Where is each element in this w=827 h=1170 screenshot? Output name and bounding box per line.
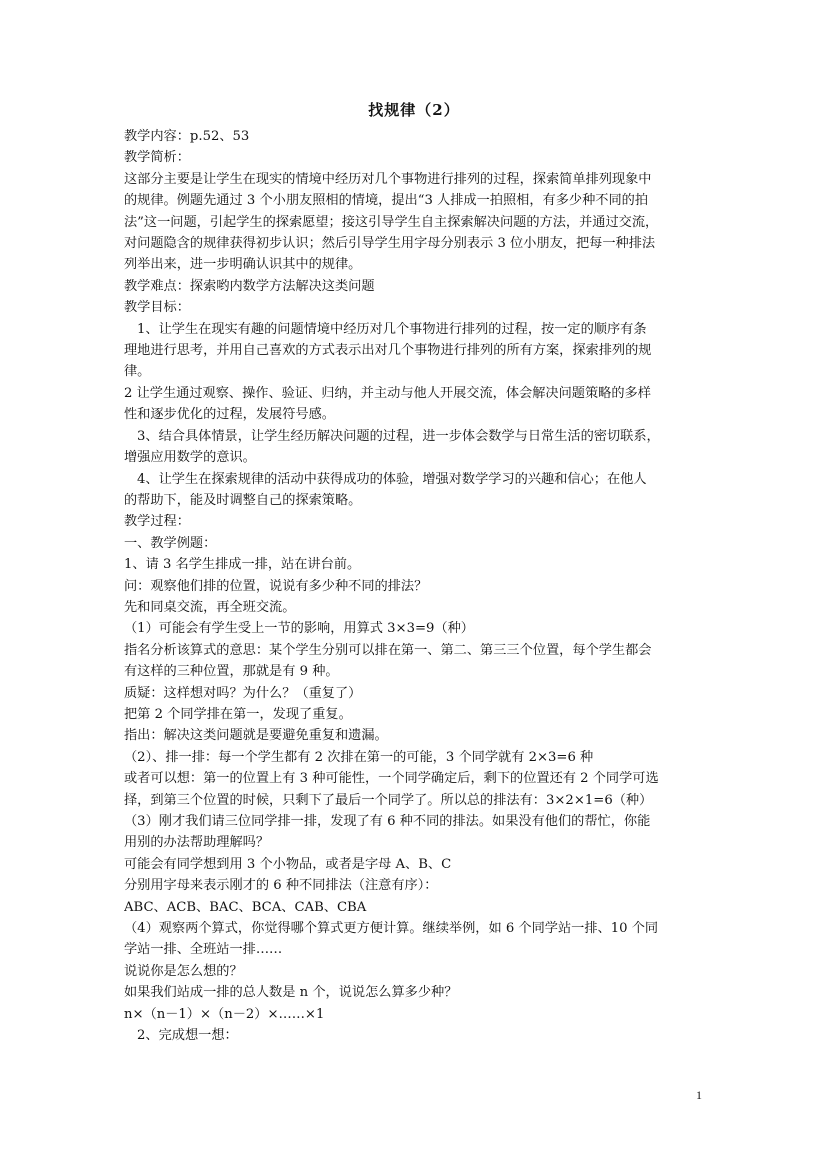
text-line: 3、结合具体情景，让学生经历解决问题的过程，进一步体会数学与日常生活的密切联系， (137, 428, 660, 444)
text-line: 学站一排、全班站一排…… (124, 942, 283, 958)
text-line: 教学过程： (124, 514, 190, 530)
text-line: （2）、排一排：每一个学生都有 2 次排在第一的可能，3 个同学就有 2×3=6 种 (124, 749, 594, 765)
text-line: 2 让学生通过观察、操作、验证、归纳，并主动与他人开展交流，体会解决问题策略的多样 (124, 385, 651, 401)
text-line: 或者可以想：第一的位置上有 3 种可能性，一个同学确定后，剩下的位置还有 2 个同学可选 (124, 771, 659, 787)
text-line: 性和逐步优化的过程，发展符号感。 (124, 407, 335, 423)
text-line: 的帮助下，能及时调整自己的探索策略。 (124, 492, 362, 508)
text-line: （1）可能会有学生受上一节的影响，用算式 3×3=9（种） (124, 621, 474, 637)
text-line: 对问题隐含的规律获得初步认识；然后引导学生用字母分别表示 3 位小朋友，把每一种排法 (124, 236, 656, 252)
text-line: 这部分主要是让学生在现实的情境中经历对几个事物进行排列的过程，探索简单排列现象中 (124, 171, 652, 187)
text-line: 律。 (124, 364, 151, 380)
text-line: 择，到第三个位置的时候，只剩下了最后一个同学了。所以总的排法有：3×2×1=6（种） (124, 792, 653, 808)
text-line: 指名分析该算式的意思：某个学生分别可以排在第一、第二、第三三个位置，每个学生都会 (124, 642, 652, 658)
text-line: 如果我们站成一排的总人数是 n 个，说说怎么算多少种？ (124, 985, 458, 1001)
document-body (124, 126, 704, 1046)
page-number: 1 (696, 1088, 702, 1102)
text-line: 教学难点：探索哟内数学方法解决这类问题 (124, 278, 375, 294)
text-line: 问：观察他们排的位置，说说有多少种不同的排法？ (124, 578, 428, 594)
text-line: ABC、ACB、BAC、BCA、CAB、CBA (124, 899, 367, 915)
text-line: （4）观察两个算式，你觉得哪个算式更方便计算。继续举例，如 6 个同学站一排、10 个同 (124, 921, 659, 937)
text-line: 法”这一问题，引起学生的探索愿望；接这引导学生自主探索解决问题的方法，并通过交流， (124, 214, 659, 230)
text-line: 把第 2 个同学排在第一，发现了重复。 (124, 706, 352, 722)
text-line: 先和同桌交流，再全班交流。 (124, 599, 296, 615)
text-line: 2、完成想一想： (137, 1028, 238, 1044)
text-line: 教学目标： (124, 300, 190, 316)
text-line: 有这样的三种位置，那就是有 9 种。 (124, 664, 339, 680)
text-line: n×（n－1）×（n－2）×……×1 (124, 1006, 325, 1022)
text-line: 4、让学生在探索规律的活动中获得成功的体验，增强对数学学习的兴趣和信心；在他人 (137, 471, 647, 487)
text-line: 1、让学生在现实有趣的问题情境中经历对几个事物进行排列的过程，按一定的顺序有条 (137, 321, 647, 337)
text-line: 的规律。例题先通过 3 个小朋友照相的情境，提出“3 人排成一拍照相，有多少种不同的拍 (124, 193, 649, 209)
text-line: 可能会有同学想到用 3 个小物品，或者是字母 A、B、C (124, 856, 452, 872)
text-line: 教学内容：p.52、53 (124, 129, 250, 144)
text-line: 用别的办法帮助理解吗？ (124, 835, 270, 851)
document-title: 找规律（2） (368, 101, 460, 119)
text-line: 列举出来，进一步明确认识其中的规律。 (124, 257, 362, 273)
text-line: 质疑：这样想对吗？为什么？（重复了） (124, 685, 362, 701)
text-line: 教学简析： (124, 150, 190, 166)
text-line: （3）刚才我们请三位同学排一排，发现了有 6 种不同的排法。如果没有他们的帮忙，你能 (124, 814, 651, 829)
document-page (124, 100, 704, 1046)
text-line: 增强应用数学的意识。 (124, 450, 256, 466)
text-line: 1、请 3 名学生排成一排，站在讲台前。 (124, 557, 361, 573)
text-line: 分别用字母来表示刚才的 6 种不同排法（注意有序）： (124, 878, 438, 894)
text-line: 一、教学例题： (124, 535, 217, 551)
text-line: 理地进行思考，并用自己喜欢的方式表示出对几个事物进行排列的所有方案，探索排列的规 (124, 343, 652, 359)
text-line: 说说你是怎么想的？ (124, 963, 243, 979)
text-line: 指出：解决这类问题就是要避免重复和遗漏。 (124, 728, 388, 744)
